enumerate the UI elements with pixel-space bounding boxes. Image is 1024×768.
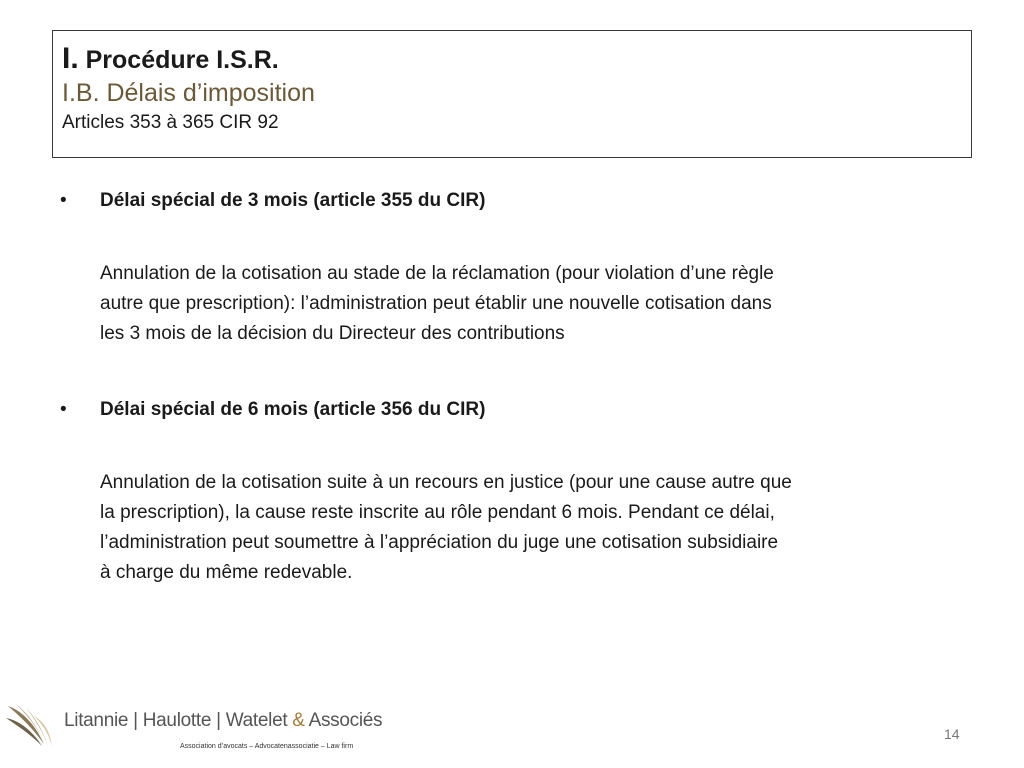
- page-articles-reference: Articles 353 à 365 CIR 92: [62, 112, 279, 133]
- paragraph-line: à charge du même redevable.: [100, 562, 353, 583]
- page-title: [62, 41, 971, 78]
- section-paragraph: [100, 259, 970, 349]
- firm-tagline: Association d’avocats – Advocatenassociatie – Law firm: [180, 743, 354, 750]
- paragraph-line: l’administration peut soumettre à l’appréciation du juge une cotisation subsidiaire: [100, 532, 779, 553]
- paragraph-line: la prescription), la cause reste inscrite au rôle pendant 6 mois. Pendant ce délai,: [100, 502, 775, 523]
- page-number: 14: [944, 726, 960, 742]
- firm-name: [64, 710, 382, 732]
- title-box: [52, 30, 972, 158]
- title-roman-numeral: I.: [62, 42, 79, 75]
- paragraph-line: autre que prescription): l’administration peut établir une nouvelle cotisation dans: [100, 293, 772, 314]
- paragraph-line: Annulation de la cotisation au stade de la réclamation (pour violation d’une règle: [100, 263, 774, 284]
- bullet-heading: Délai spécial de 6 mois (article 356 du CIR): [100, 399, 486, 420]
- section-paragraph: [100, 468, 970, 588]
- title-text: Procédure I.S.R.: [85, 46, 279, 74]
- firm-name-ampersand: &: [292, 710, 305, 731]
- paragraph-line: les 3 mois de la décision du Directeur des contributions: [100, 323, 565, 344]
- bullet-heading: Délai spécial de 3 mois (article 355 du CIR): [100, 190, 486, 211]
- page-subtitle: I.B. Délais d’imposition: [62, 79, 315, 107]
- leaf-logo-icon: [4, 700, 56, 752]
- paragraph-line: Annulation de la cotisation suite à un recours en justice (pour une cause autre que: [100, 472, 792, 493]
- firm-name-part2: Associés: [304, 710, 383, 731]
- bullet-icon: •: [60, 190, 67, 211]
- bullet-icon: •: [60, 399, 67, 420]
- firm-name-part1: Litannie | Haulotte | Watelet: [64, 710, 293, 731]
